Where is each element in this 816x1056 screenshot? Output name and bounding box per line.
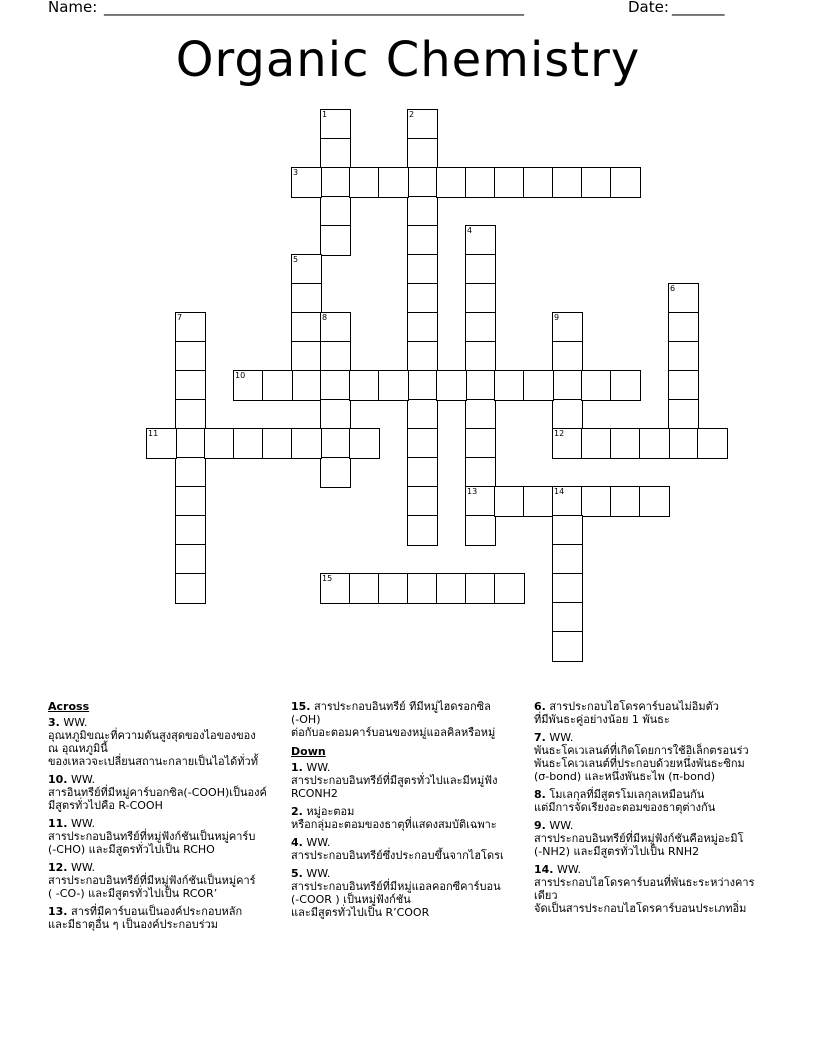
- clue-down-5: 5. WW. สารประกอบอินทรีย์ที่มีหมู่แอลคอกซีคาร์บอน (-COOR ) เป็นหมู่ฟังก์ชัน และมีสูตรทั่วไปเป็น R’COOR: [291, 867, 501, 919]
- grid-cell[interactable]: [204, 428, 235, 459]
- grid-cell[interactable]: [697, 428, 728, 459]
- grid-cell[interactable]: [407, 196, 438, 227]
- grid-cell[interactable]: [552, 602, 583, 633]
- grid-cell[interactable]: [407, 254, 438, 285]
- grid-cell[interactable]: [610, 486, 641, 517]
- grid-cell[interactable]: [407, 341, 438, 372]
- down-clues-col3: [534, 700, 768, 920]
- grid-cell[interactable]: [668, 283, 699, 314]
- grid-cell[interactable]: [175, 428, 206, 459]
- page-title: Organic Chemistry: [175, 32, 641, 88]
- grid-cell[interactable]: [291, 370, 322, 401]
- grid-cell[interactable]: [175, 515, 206, 546]
- grid-cell[interactable]: [523, 167, 554, 198]
- clue-number: 8: [322, 313, 328, 322]
- grid-cell[interactable]: [320, 370, 351, 401]
- grid-cell[interactable]: [581, 486, 612, 517]
- grid-cell[interactable]: [465, 254, 496, 285]
- grid-cell[interactable]: [349, 428, 380, 459]
- clue-down-7: 7. WW. พันธะโคเวเลนต์ที่เกิดโดยการใช้อิเล็กตรอนร่ว พันธะโคเวเลนต์ที่ประกอบด้วยหนึ่งพันธะซิกม (σ-bond) และหนึ่งพันธะไพ (π-bond): [534, 731, 749, 783]
- grid-cell[interactable]: [146, 428, 177, 459]
- grid-cell[interactable]: [291, 312, 322, 343]
- clue-down-2: 2. หมู่อะตอม หรือกลุ่มอะตอมของธาตุที่แสดงสมบัติเฉพาะ: [291, 805, 497, 831]
- clues-col2: [291, 700, 527, 924]
- grid-cell[interactable]: [378, 573, 409, 604]
- grid-cell[interactable]: [465, 341, 496, 372]
- grid-cell[interactable]: [552, 167, 583, 198]
- grid-cell[interactable]: [610, 428, 641, 459]
- grid-cell[interactable]: [378, 370, 409, 401]
- grid-cell[interactable]: [552, 428, 583, 459]
- grid-cell[interactable]: [494, 486, 525, 517]
- grid-cell[interactable]: [465, 225, 496, 256]
- grid-cell[interactable]: [407, 109, 438, 140]
- grid-cell[interactable]: [668, 399, 699, 430]
- grid-cell[interactable]: [465, 486, 496, 517]
- grid-cell[interactable]: [668, 341, 699, 372]
- clue-number: 1: [322, 110, 328, 119]
- clue-number: 2: [409, 110, 415, 119]
- grid-cell[interactable]: [233, 370, 264, 401]
- grid-cell[interactable]: [494, 370, 525, 401]
- clue-across-11: 11. WW. สารประกอบอินทรีย์ที่หมู่ฟังก์ชันเป็นหมู่คาร์บ (-CHO) และมีสูตรทั่วไปเป็น RCHO: [48, 817, 256, 856]
- clue-down-9: 9. WW. สารประกอบอินทรีย์ที่มีหมู่ฟังก์ชันคือหมู่อะมิโ (-NH2) และมีสูตรทั่วไปเป็น RNH2: [534, 819, 744, 858]
- grid-cell[interactable]: [465, 573, 496, 604]
- grid-cell[interactable]: [320, 312, 351, 343]
- grid-cell[interactable]: [320, 196, 351, 227]
- clue-down-1: 1. WW. สารประกอบอินทรีย์ที่มีสูตรทั่วไปและมีหมู่ฟัง RCONH2: [291, 761, 498, 800]
- clue-number: 10: [235, 371, 246, 380]
- grid-cell[interactable]: [407, 138, 438, 169]
- grid-cell[interactable]: [552, 370, 583, 401]
- clue-number: 12: [554, 429, 565, 438]
- down-heading: Down: [291, 745, 326, 758]
- grid-cell[interactable]: [494, 167, 525, 198]
- grid-cell[interactable]: [668, 370, 699, 401]
- grid-cell[interactable]: [436, 573, 467, 604]
- clue-number: 6: [670, 284, 676, 293]
- grid-cell[interactable]: [407, 515, 438, 546]
- grid-cell[interactable]: [552, 631, 583, 662]
- grid-cell[interactable]: [552, 573, 583, 604]
- grid-cell[interactable]: [639, 486, 670, 517]
- grid-cell[interactable]: [407, 167, 438, 198]
- grid-cell[interactable]: [407, 370, 438, 401]
- clue-number: 5: [293, 255, 299, 264]
- grid-cell[interactable]: [436, 167, 467, 198]
- grid-cell[interactable]: [407, 457, 438, 488]
- name-label: Name:: [48, 0, 98, 16]
- date-label: Date:: [628, 0, 669, 16]
- clue-down-14: 14. WW. สารประกอบไฮโดรคาร์บอนที่พันธะระหว่างคาร เดียว จัดเป็นสารประกอบไฮโดรคาร์บอนประเภทอิ่ม: [534, 863, 755, 915]
- grid-cell[interactable]: [291, 254, 322, 285]
- clue-number: 4: [467, 226, 473, 235]
- grid-cell[interactable]: [407, 225, 438, 256]
- grid-cell[interactable]: [349, 370, 380, 401]
- clue-number: 14: [554, 487, 565, 496]
- clue-down-8: 8. โมเลกุลที่มีสูตรโมเลกุลเหมือนกัน แต่มีการจัดเรียงอะตอมของธาตุต่างกัน: [534, 788, 716, 814]
- clue-number: 3: [293, 168, 299, 177]
- grid-cell[interactable]: [465, 370, 496, 401]
- grid-cell[interactable]: [291, 167, 322, 198]
- grid-cell[interactable]: [465, 399, 496, 430]
- clue-number: 9: [554, 313, 560, 322]
- grid-cell[interactable]: [494, 573, 525, 604]
- grid-cell[interactable]: [320, 167, 351, 198]
- clue-down-6: 6. สารประกอบไฮโดรคาร์บอนไม่อิ่มตัว ที่มีพันธะคู่อย่างน้อย 1 พันธะ: [534, 700, 719, 726]
- grid-cell[interactable]: [581, 167, 612, 198]
- grid-cell[interactable]: [407, 312, 438, 343]
- grid-cell[interactable]: [523, 370, 554, 401]
- grid-cell[interactable]: [291, 283, 322, 314]
- grid-cell[interactable]: [668, 428, 699, 459]
- grid-cell[interactable]: [407, 486, 438, 517]
- grid-cell[interactable]: [407, 283, 438, 314]
- grid-cell[interactable]: [291, 341, 322, 372]
- grid-cell[interactable]: [320, 457, 351, 488]
- grid-cell[interactable]: [552, 341, 583, 372]
- grid-cell[interactable]: [378, 167, 409, 198]
- grid-cell[interactable]: [465, 283, 496, 314]
- grid-cell[interactable]: [552, 312, 583, 343]
- grid-cell[interactable]: [465, 167, 496, 198]
- grid-cell[interactable]: [291, 428, 322, 459]
- grid-cell[interactable]: [581, 370, 612, 401]
- grid-cell[interactable]: [175, 457, 206, 488]
- grid-cell[interactable]: [552, 544, 583, 575]
- clue-number: 7: [177, 313, 183, 322]
- clue-number: 13: [467, 487, 478, 496]
- grid-cell[interactable]: [349, 167, 380, 198]
- grid-cell[interactable]: [262, 370, 293, 401]
- clue-across-10: 10. WW. สารอินทรีย์ที่มีหมู่คาร์บอกซิล(-COOH)เป็นองค์ มีสูตรทั่วไปคือ R-COOH: [48, 773, 267, 812]
- across-clues-col1: [48, 700, 282, 936]
- grid-cell[interactable]: [465, 515, 496, 546]
- clue-across-13: 13. สารที่มีคาร์บอนเป็นองค์ประกอบหลัก และมีธาตุอื่น ๆ เป็นองค์ประกอบร่วม: [48, 905, 243, 931]
- grid-cell[interactable]: [175, 341, 206, 372]
- grid-cell[interactable]: [320, 341, 351, 372]
- grid-cell[interactable]: [349, 573, 380, 604]
- clue-across-15: 15. สารประกอบอินทรีย์ ที่มีหมู่ไฮดรอกซิล (-OH) ต่อกับอะตอมคาร์บอนของหมู่แอลคิลหรือหมู่: [291, 700, 496, 739]
- grid-cell[interactable]: [320, 399, 351, 430]
- grid-cell[interactable]: [175, 544, 206, 575]
- grid-cell[interactable]: [233, 428, 264, 459]
- grid-cell[interactable]: [610, 370, 641, 401]
- grid-cell[interactable]: [407, 399, 438, 430]
- grid-cell[interactable]: [407, 428, 438, 459]
- grid-cell[interactable]: [175, 370, 206, 401]
- grid-cell[interactable]: [465, 312, 496, 343]
- clue-down-4: 4. WW. สารประกอบอินทรีย์ซึ่งประกอบขึ้นจากไฮโดรเ: [291, 836, 504, 862]
- grid-cell[interactable]: [320, 573, 351, 604]
- date-field[interactable]: _______: [672, 0, 725, 16]
- grid-cell[interactable]: [175, 312, 206, 343]
- grid-cell[interactable]: [175, 573, 206, 604]
- grid-cell[interactable]: [610, 167, 641, 198]
- across-heading: Across: [48, 700, 90, 713]
- grid-cell[interactable]: [175, 486, 206, 517]
- grid-cell[interactable]: [320, 428, 351, 459]
- grid-cell[interactable]: [552, 399, 583, 430]
- grid-cell[interactable]: [175, 399, 206, 430]
- grid-cell[interactable]: [320, 138, 351, 169]
- grid-cell[interactable]: [262, 428, 293, 459]
- grid-cell[interactable]: [320, 225, 351, 256]
- grid-cell[interactable]: [320, 109, 351, 140]
- grid-cell[interactable]: [552, 515, 583, 546]
- grid-cell[interactable]: [465, 428, 496, 459]
- clue-number: 15: [322, 574, 333, 583]
- grid-cell[interactable]: [552, 486, 583, 517]
- name-field[interactable]: ________________________________________________________: [104, 0, 524, 16]
- grid-cell[interactable]: [581, 428, 612, 459]
- grid-cell[interactable]: [407, 573, 438, 604]
- grid-cell[interactable]: [668, 312, 699, 343]
- grid-cell[interactable]: [436, 370, 467, 401]
- grid-cell[interactable]: [639, 428, 670, 459]
- clue-number: 11: [148, 429, 159, 438]
- clue-across-3: 3. WW. อุณหภูมิขณะที่ความดันสูงสุดของไอของของ ณ อุณหภูมินี้ ของเหลวจะเปลี่ยนสถานะกลายเป็นไอได้ทั่วทั้: [48, 716, 258, 768]
- clue-across-12: 12. WW. สารประกอบอินทรีย์ที่มีหมู่ฟังก์ชันเป็นหมู่คาร์ ( -CO-) และมีสูตรทั่วไปเป็น RCOR’: [48, 861, 256, 900]
- grid-cell[interactable]: [523, 486, 554, 517]
- grid-cell[interactable]: [465, 457, 496, 488]
